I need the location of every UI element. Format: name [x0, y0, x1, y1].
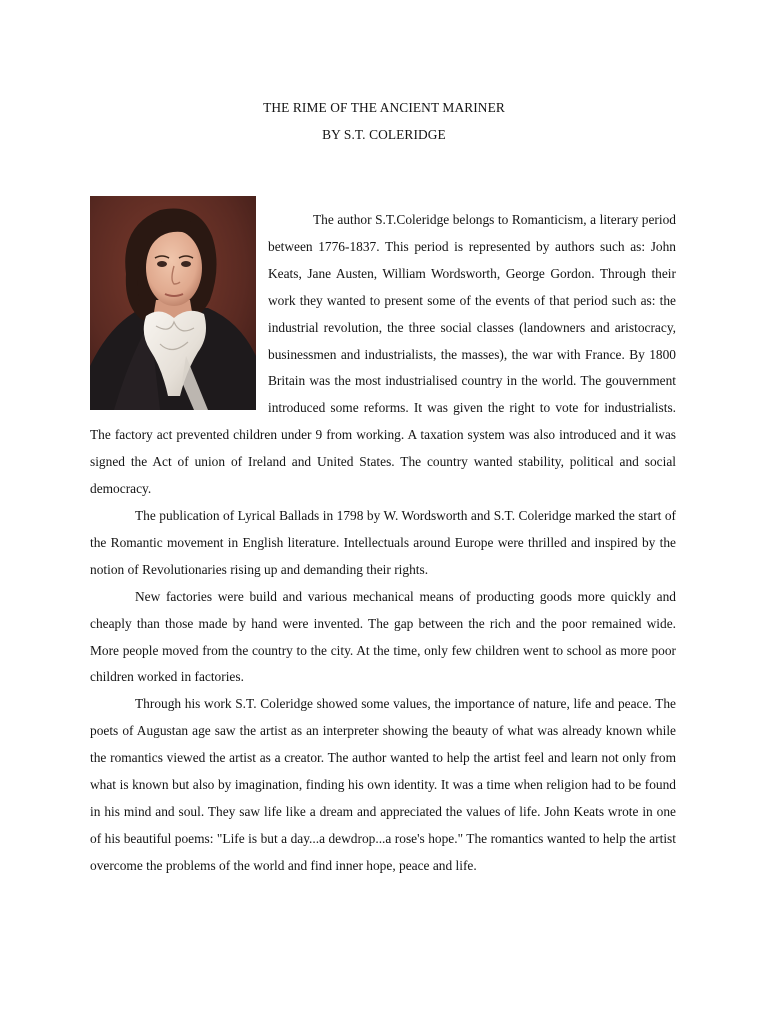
paragraph-1: The author S.T.Coleridge belongs to Romanticism, a literary period between 1776-1837. This period is represented by authors such as: John Keats, Jane Austen, William Wordsworth, George Gordon. Through their work they wanted to present some of the events of that period such as: the industrial revolution, the three social classes (landowners and aristocracy, businessmen and industrialists, the masses), the war with France. By 1800 Britain was the most industrialised country in the world. The gouvernment introduced some reforms. It was given the right to vote for industrialists. The factory act prevented children under 9 from working. A taxation system was also introduced and it was signed the Act of union of Ireland and United States. The country wanted stability, political and social democracy. — [90, 212, 676, 497]
body-text — [90, 207, 676, 880]
paragraph-3: New factories were build and various mechanical means of producting goods more quickly and cheaply than those made by hand were invented. The gap between the rich and the poor remained wide. More people moved from the country to the city. At the time, only few children went to school as more poor children worked in factories. — [90, 588, 676, 685]
author-portrait-image — [90, 196, 256, 410]
document-title: THE RIME OF THE ANCIENT MARINER — [263, 100, 505, 115]
title-block — [0, 94, 768, 148]
author-byline: BY S.T. COLERIDGE — [322, 127, 446, 142]
paragraph-4: Through his work S.T. Coleridge showed some values, the importance of nature, life and peace. The poets of Augustan age saw the artist as an interpreter showing the beauty of what was already known while the romantics viewed the artist as a creator. The author wanted to help the artist feel and learn not only from what is known but also by imagination, finding his own identity. It was a time when religion had to be found in his mind and soul. They saw life like a dream and appreciated the values of life. John Keats wrote in one of his beautiful poems: "Life is but a day...a dewdrop...a rose's hope." The romantics wanted to help the artist overcome the problems of the world and find inner hope, peace and life. — [90, 696, 676, 873]
paragraph-2: The publication of Lyrical Ballads in 1798 by W. Wordsworth and S.T. Coleridge marked the start of the Romantic movement in English literature. Intellectuals around Europe were thrilled and inspired by the notion of Revolutionaries rising up and demanding their rights. — [90, 507, 676, 577]
